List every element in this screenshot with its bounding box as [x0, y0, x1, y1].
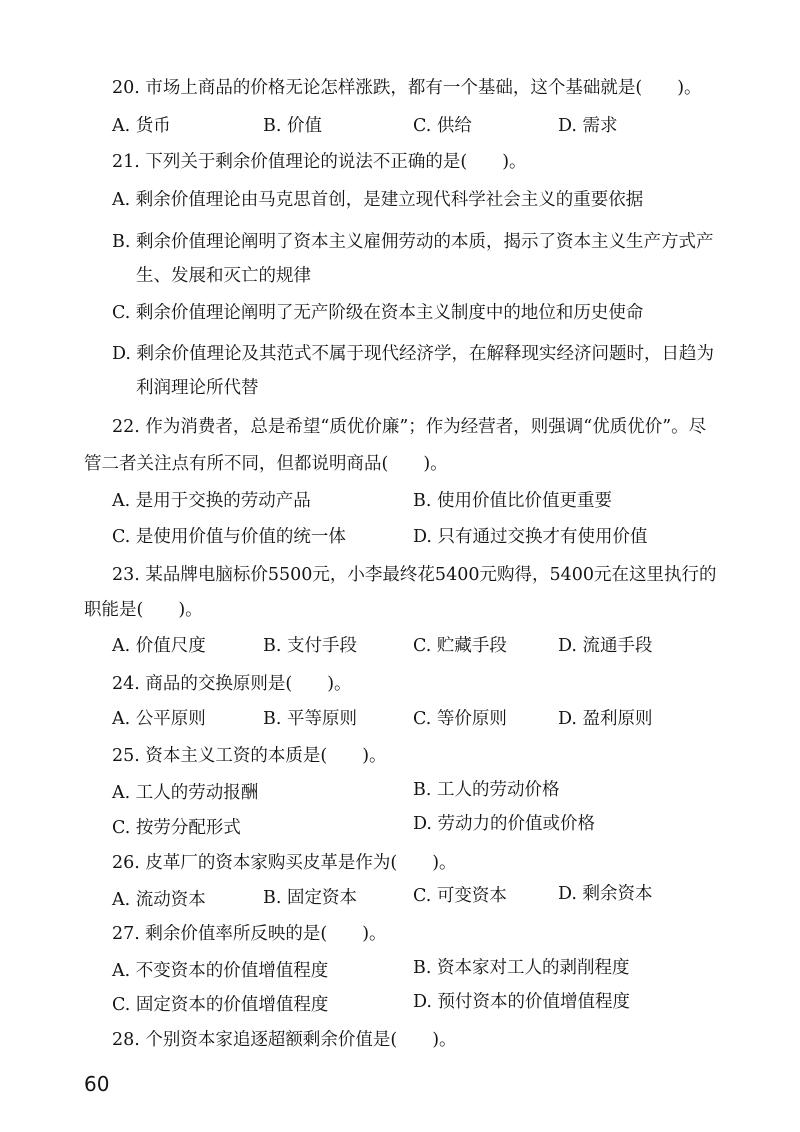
option-d: D. 劳动力的价值或价格 [413, 814, 596, 834]
option-d: D. 剩余资本 [558, 884, 653, 904]
option-b: B. 平等原则 [263, 709, 357, 729]
option-b-continued: 生、发展和灭亡的规律 [136, 266, 311, 286]
option-b: B. 支付手段 [263, 636, 357, 656]
option-d: D. 盈利原则 [558, 709, 653, 729]
question-stem: 21. 下列关于剩余价值理论的说法不正确的是( )。 [112, 152, 527, 172]
option-a: A. 公平原则 [112, 709, 206, 729]
option-b: B. 价值 [263, 116, 322, 136]
option-b: B. 剩余价值理论阐明了资本主义雇佣劳动的本质，揭示了资本主义生产方式产 [112, 232, 714, 252]
question-stem: 26. 皮革厂的资本家购买皮革是作为( )。 [112, 853, 457, 873]
option-c: C. 贮藏手段 [413, 636, 507, 656]
option-c: C. 按劳分配形式 [112, 818, 241, 838]
option-a: A. 剩余价值理论由马克思首创，是建立现代科学社会主义的重要依据 [112, 190, 644, 210]
option-c: C. 是使用价值与价值的统一体 [112, 527, 346, 547]
page-number: 60 [84, 1072, 110, 1096]
option-a: A. 流动资本 [112, 890, 206, 910]
option-c: C. 固定资本的价值增值程度 [112, 995, 329, 1015]
option-c: C. 供给 [413, 116, 472, 136]
question-stem-continued: 职能是( )。 [84, 600, 203, 620]
option-c: C. 可变资本 [413, 886, 507, 906]
option-d: D. 预付资本的价值增值程度 [413, 992, 631, 1012]
option-d: D. 剩余价值理论及其范式不属于现代经济学，在解释现实经济问题时，日趋为 [112, 344, 715, 364]
question-stem: 23. 某品牌电脑标价5500元，小李最终花5400元购得，5400元在这里执行的 [112, 565, 717, 585]
option-d: D. 流通手段 [558, 636, 653, 656]
option-b: B. 固定资本 [263, 888, 357, 908]
option-a: A. 价值尺度 [112, 636, 206, 656]
question-stem-continued: 管二者关注点有所不同，但都说明商品( )。 [84, 454, 448, 474]
option-a: A. 货币 [112, 116, 171, 136]
question-stem: 25. 资本主义工资的本质是( )。 [112, 746, 387, 766]
option-c: C. 等价原则 [413, 709, 507, 729]
question-stem: 20. 市场上商品的价格无论怎样涨跌，都有一个基础，这个基础就是( )。 [112, 78, 702, 98]
option-a: A. 不变资本的价值增值程度 [112, 961, 329, 981]
option-d-continued: 利润理论所代替 [136, 378, 259, 398]
question-stem: 27. 剩余价值率所反映的是( )。 [112, 924, 387, 944]
option-a: A. 是用于交换的劳动产品 [112, 491, 311, 511]
option-b: B. 工人的劳动价格 [413, 780, 560, 800]
option-a: A. 工人的劳动报酬 [112, 783, 259, 803]
question-stem: 24. 商品的交换原则是( )。 [112, 674, 352, 694]
option-b: B. 资本家对工人的剥削程度 [413, 958, 630, 978]
question-stem: 28. 个别资本家追逐超额剩余价值是( )。 [112, 1030, 457, 1050]
question-stem: 22. 作为消费者，总是希望“质优价廉”；作为经营者，则强调“优质优价”。尽 [112, 417, 707, 437]
option-d: D. 只有通过交换才有使用价值 [413, 527, 648, 547]
option-c: C. 剩余价值理论阐明了无产阶级在资本主义制度中的地位和历史使命 [112, 303, 644, 323]
option-d: D. 需求 [558, 116, 618, 136]
option-b: B. 使用价值比价值更重要 [413, 491, 612, 511]
